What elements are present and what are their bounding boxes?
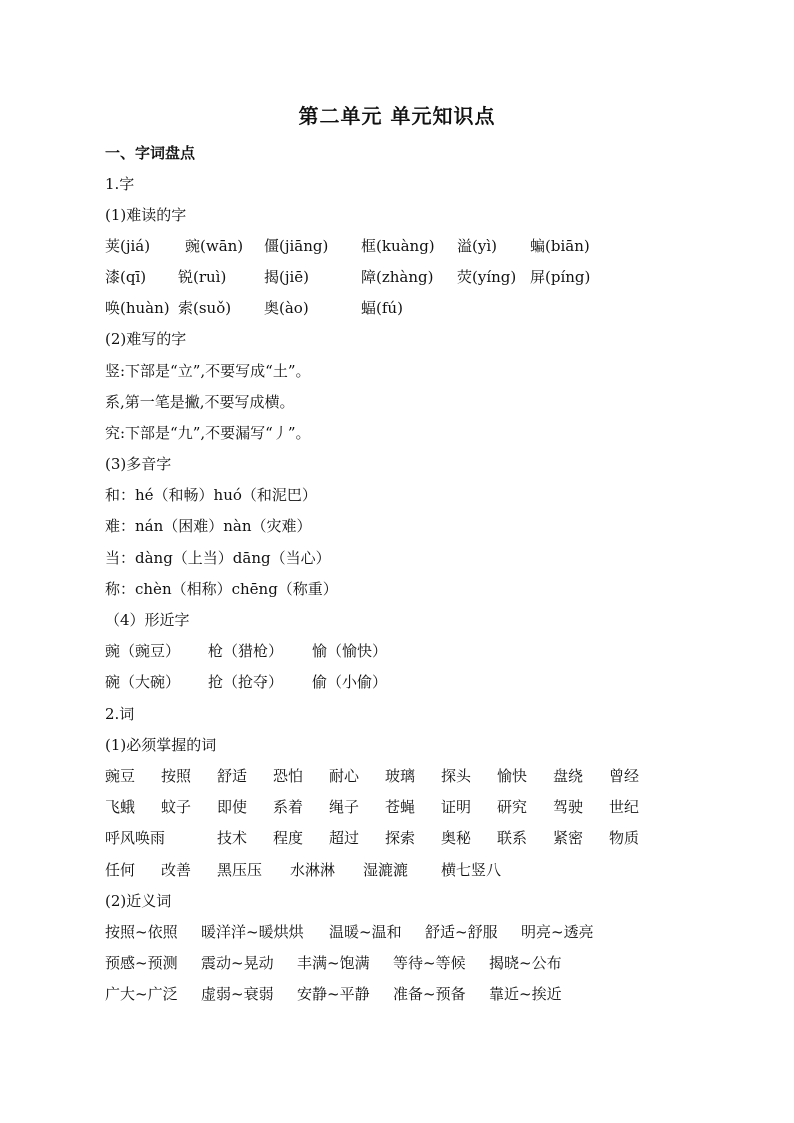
polyphone-line: 和：hé（和畅）huó（和泥巴） [105, 486, 317, 504]
word-item: 黑压压 [217, 861, 263, 879]
synonym-item: 揭晓~公布 [489, 954, 562, 972]
hard-read-item: 溢(yì) [457, 237, 497, 255]
synonym-item: 靠近~挨近 [489, 985, 562, 1003]
word-item: 探索 [385, 829, 416, 847]
word-item: 绳子 [329, 798, 360, 816]
section-heading: 一、字词盘点 [105, 144, 196, 162]
synonym-item: 温暖~温和 [329, 923, 402, 941]
synonym-item: 等待~等候 [393, 954, 466, 972]
hard-read-item: 障(zhàng) [361, 268, 434, 286]
synonym-item: 丰满~饱满 [297, 954, 370, 972]
hard-read-item: 蝠(fú) [361, 299, 403, 317]
synonym-item: 虚弱~衰弱 [201, 985, 274, 1003]
similar-item: 偷（小偷） [312, 673, 388, 691]
hard-read-item: 屏(píng) [530, 268, 591, 286]
word-item: 湿漉漉 [363, 861, 409, 879]
polyphone-line: 当：dàng（上当）dāng（当心） [105, 549, 331, 567]
hard-read-item: 唤(huàn) [105, 299, 170, 317]
hard-read-item: 豌(wān) [185, 237, 244, 255]
heading-similar-chars: （4）形近字 [105, 611, 190, 629]
hard-read-item: 僵(jiāng) [264, 237, 329, 255]
synonym-item: 安静~平静 [297, 985, 370, 1003]
word-item: 恐怕 [273, 767, 304, 785]
hard-read-item: 荚(jiá) [105, 237, 151, 255]
synonym-item: 广大~广泛 [105, 985, 178, 1003]
synonym-item: 按照~依照 [105, 923, 178, 941]
heading-hard-to-read: (1)难读的字 [105, 206, 187, 224]
hard-read-item: 索(suǒ) [178, 299, 232, 317]
word-item: 改善 [161, 861, 192, 879]
word-item: 蚊子 [161, 798, 192, 816]
polyphone-line: 难：nán（困难）nàn（灾难） [105, 517, 312, 535]
heading-must-know-words: (1)必须掌握的词 [105, 736, 217, 754]
similar-item: 碗（大碗） [105, 673, 181, 691]
heading-polyphones: (3)多音字 [105, 455, 172, 473]
heading-synonyms: (2)近义词 [105, 892, 172, 910]
word-item: 即使 [217, 798, 248, 816]
hard-read-item: 揭(jiē) [264, 268, 310, 286]
word-item: 苍蝇 [385, 798, 416, 816]
word-item: 奥秘 [441, 829, 472, 847]
hard-read-item: 漆(qī) [105, 268, 147, 286]
hard-read-item: 框(kuàng) [361, 237, 435, 255]
word-item: 程度 [273, 829, 304, 847]
synonym-item: 明亮~透亮 [521, 923, 594, 941]
synonym-item: 震动~晃动 [201, 954, 274, 972]
word-item: 联系 [497, 829, 528, 847]
word-item: 任何 [105, 861, 136, 879]
word-item: 愉快 [497, 767, 528, 785]
hard-read-item: 荧(yíng) [457, 268, 517, 286]
polyphone-line: 称：chèn（相称）chēng（称重） [105, 580, 338, 598]
hard-write-line: 系,第一笔是撇,不要写成横。 [105, 393, 295, 411]
subsection-characters: 1.字 [105, 175, 135, 193]
hard-read-item: 奥(ào) [264, 299, 309, 317]
word-item: 紧密 [553, 829, 584, 847]
word-item: 横七竖八 [441, 861, 502, 879]
hard-read-item: 蝙(biān) [530, 237, 590, 255]
word-item: 超过 [329, 829, 360, 847]
heading-hard-to-write: (2)难写的字 [105, 330, 187, 348]
synonym-item: 预感~预测 [105, 954, 178, 972]
page-title: 第二单元 单元知识点 [298, 104, 496, 128]
similar-item: 豌（豌豆） [105, 642, 181, 660]
word-item: 盘绕 [553, 767, 584, 785]
synonym-item: 暖洋洋~暖烘烘 [201, 923, 304, 941]
word-item: 证明 [441, 798, 472, 816]
word-item: 曾经 [609, 767, 640, 785]
word-item: 呼风唤雨 [105, 829, 166, 847]
word-item: 物质 [609, 829, 640, 847]
word-item: 耐心 [329, 767, 360, 785]
word-item: 飞蛾 [105, 798, 136, 816]
word-item: 玻璃 [385, 767, 416, 785]
word-item: 豌豆 [105, 767, 136, 785]
word-item: 系着 [273, 798, 304, 816]
word-item: 舒适 [217, 767, 248, 785]
synonym-item: 准备~预备 [393, 985, 466, 1003]
hard-read-item: 锐(ruì) [178, 268, 227, 286]
similar-item: 枪（猎枪） [208, 642, 284, 660]
similar-item: 抢（抢夺） [208, 673, 284, 691]
subsection-words: 2.词 [105, 705, 135, 723]
word-item: 水淋淋 [290, 861, 336, 879]
word-item: 研究 [497, 798, 528, 816]
word-item: 世纪 [609, 798, 640, 816]
synonym-item: 舒适~舒服 [425, 923, 498, 941]
word-item: 按照 [161, 767, 192, 785]
word-item: 技术 [217, 829, 248, 847]
hard-write-line: 竖:下部是“立”,不要写成“土”。 [105, 362, 311, 380]
word-item: 探头 [441, 767, 472, 785]
hard-write-line: 究:下部是“九”,不要漏写“丿”。 [105, 424, 311, 442]
word-item: 驾驶 [553, 798, 584, 816]
similar-item: 愉（愉快） [312, 642, 388, 660]
